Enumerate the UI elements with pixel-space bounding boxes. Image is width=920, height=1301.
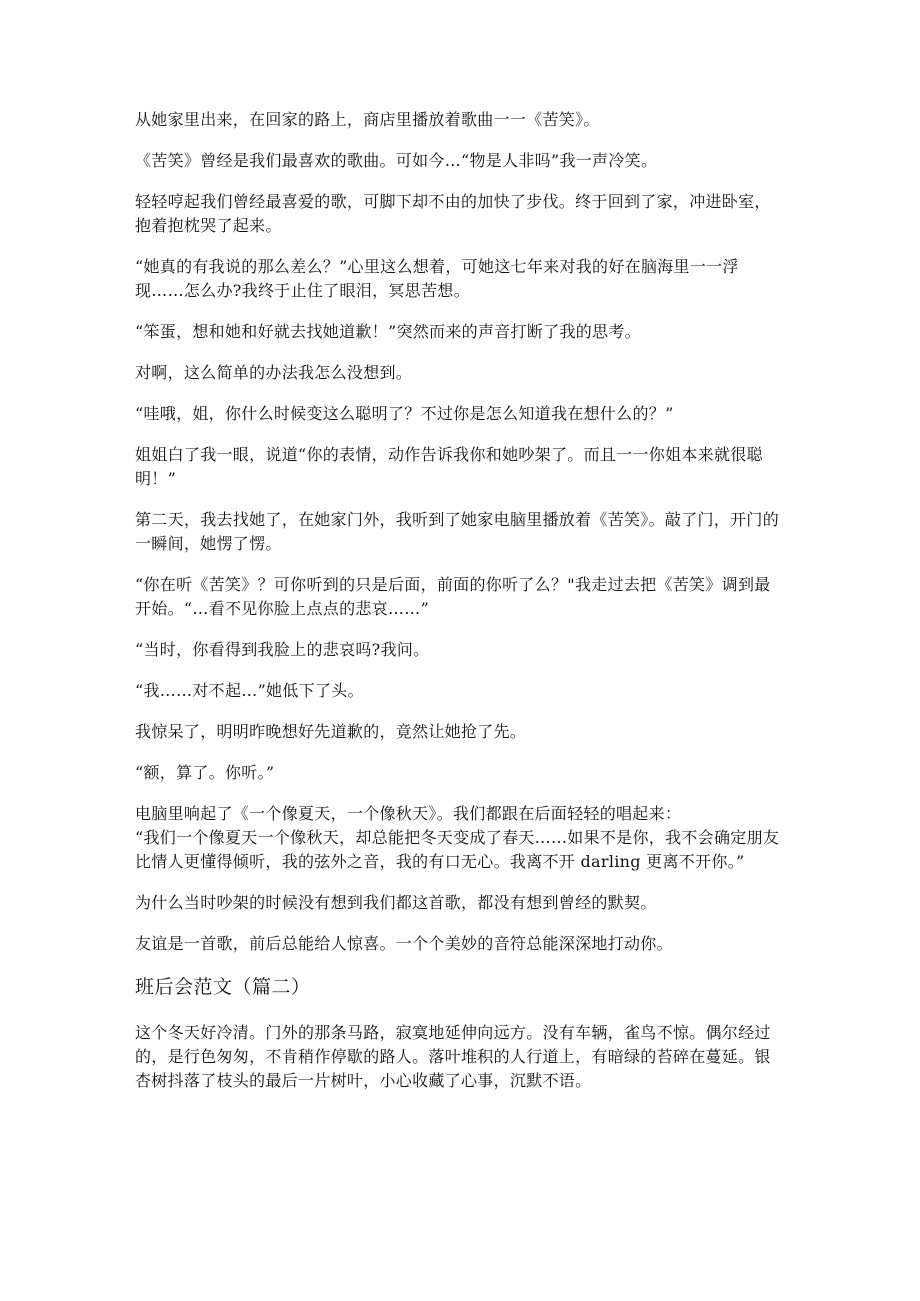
paragraph: “笨蛋，想和她和好就去找她道歉！”突然而来的声音打断了我的思考。	[135, 322, 641, 341]
paragraph: 从她家里出来，在回家的路上，商店里播放着歌曲一一《苦笑》。	[135, 110, 600, 129]
paragraph: “她真的有我说的那么差么？”心里这么想着，可她这七年来对我的好在脑海里一一浮现……怎么办?我终于止住了眼泪，冥思苦想。	[135, 257, 739, 300]
section-heading: 班后会范文（篇二）	[135, 976, 311, 998]
paragraph: 第二天，我去找她了，在她家门外，我听到了她家电脑里播放着《苦笑》。敲了门，开门的一瞬间，她愣了愣。	[135, 510, 780, 553]
paragraph: 《苦笑》曾经是我们最喜欢的歌曲。可如今…“物是人非吗”我一声冷笑。	[135, 151, 658, 170]
paragraph: “哇哦，姐，你什么时候变这么聪明了？不过你是怎么知道我在想什么的？”	[135, 404, 674, 423]
paragraph: “你在听《苦笑》？可你听到的只是后面，前面的你听了么？"我走过去把《苦笑》调到最开始。“…看不见你脸上点点的悲哀……”	[135, 575, 771, 618]
document-body	[135, 108, 785, 1110]
paragraph: “额，算了。你听。”	[135, 763, 275, 782]
song-intro: 电脑里响起了《一个像夏天，一个像秋天》。我们都跟在后面轻轻的唱起来：	[135, 804, 682, 823]
paragraph: 友谊是一首歌，前后总能给人惊喜。一个个美妙的音符总能深深地打动你。	[135, 934, 673, 953]
paragraph: 我惊呆了，明明昨晚想好先道歉的，竟然让她抢了先。	[135, 722, 527, 741]
paragraph: 为什么当时吵架的时候没有想到我们都这首歌，都没有想到曾经的默契。	[135, 893, 657, 912]
paragraph: “当时，你看得到我脸上的悲哀吗?我问。	[135, 640, 430, 659]
paragraph: 对啊，这么简单的办法我怎么没想到。	[135, 363, 413, 382]
paragraph: 这个冬天好冷清。门外的那条马路，寂寞地延伸向远方。没有车辆，雀鸟不惊。偶尔经过的，是行色匆匆，不肯稍作停歇的路人。落叶堆积的人行道上，有暗绿的苔碎在蔓延。银杏树抖落了枝头的最后一片树叶，小心收藏了心事，沉默不语。	[135, 1023, 771, 1090]
song-lyrics: “我们一个像夏天一个像秋天，却总能把冬天变成了春天……如果不是你，我不会确定朋友比情人更懂得倾听，我的弦外之音，我的有口无心。我离不开 darling 更离不开你。”	[135, 828, 780, 871]
paragraph: 姐姐白了我一眼，说道“你的表情，动作告诉我你和她吵架了。而且一一你姐本来就很聪明！”	[135, 445, 763, 488]
paragraph: 轻轻哼起我们曾经最喜爱的歌，可脚下却不由的加快了步伐。终于回到了家，冲进卧室，抱着抱枕哭了起来。	[135, 192, 771, 235]
paragraph: “我……对不起…”她低下了头。	[135, 681, 364, 700]
